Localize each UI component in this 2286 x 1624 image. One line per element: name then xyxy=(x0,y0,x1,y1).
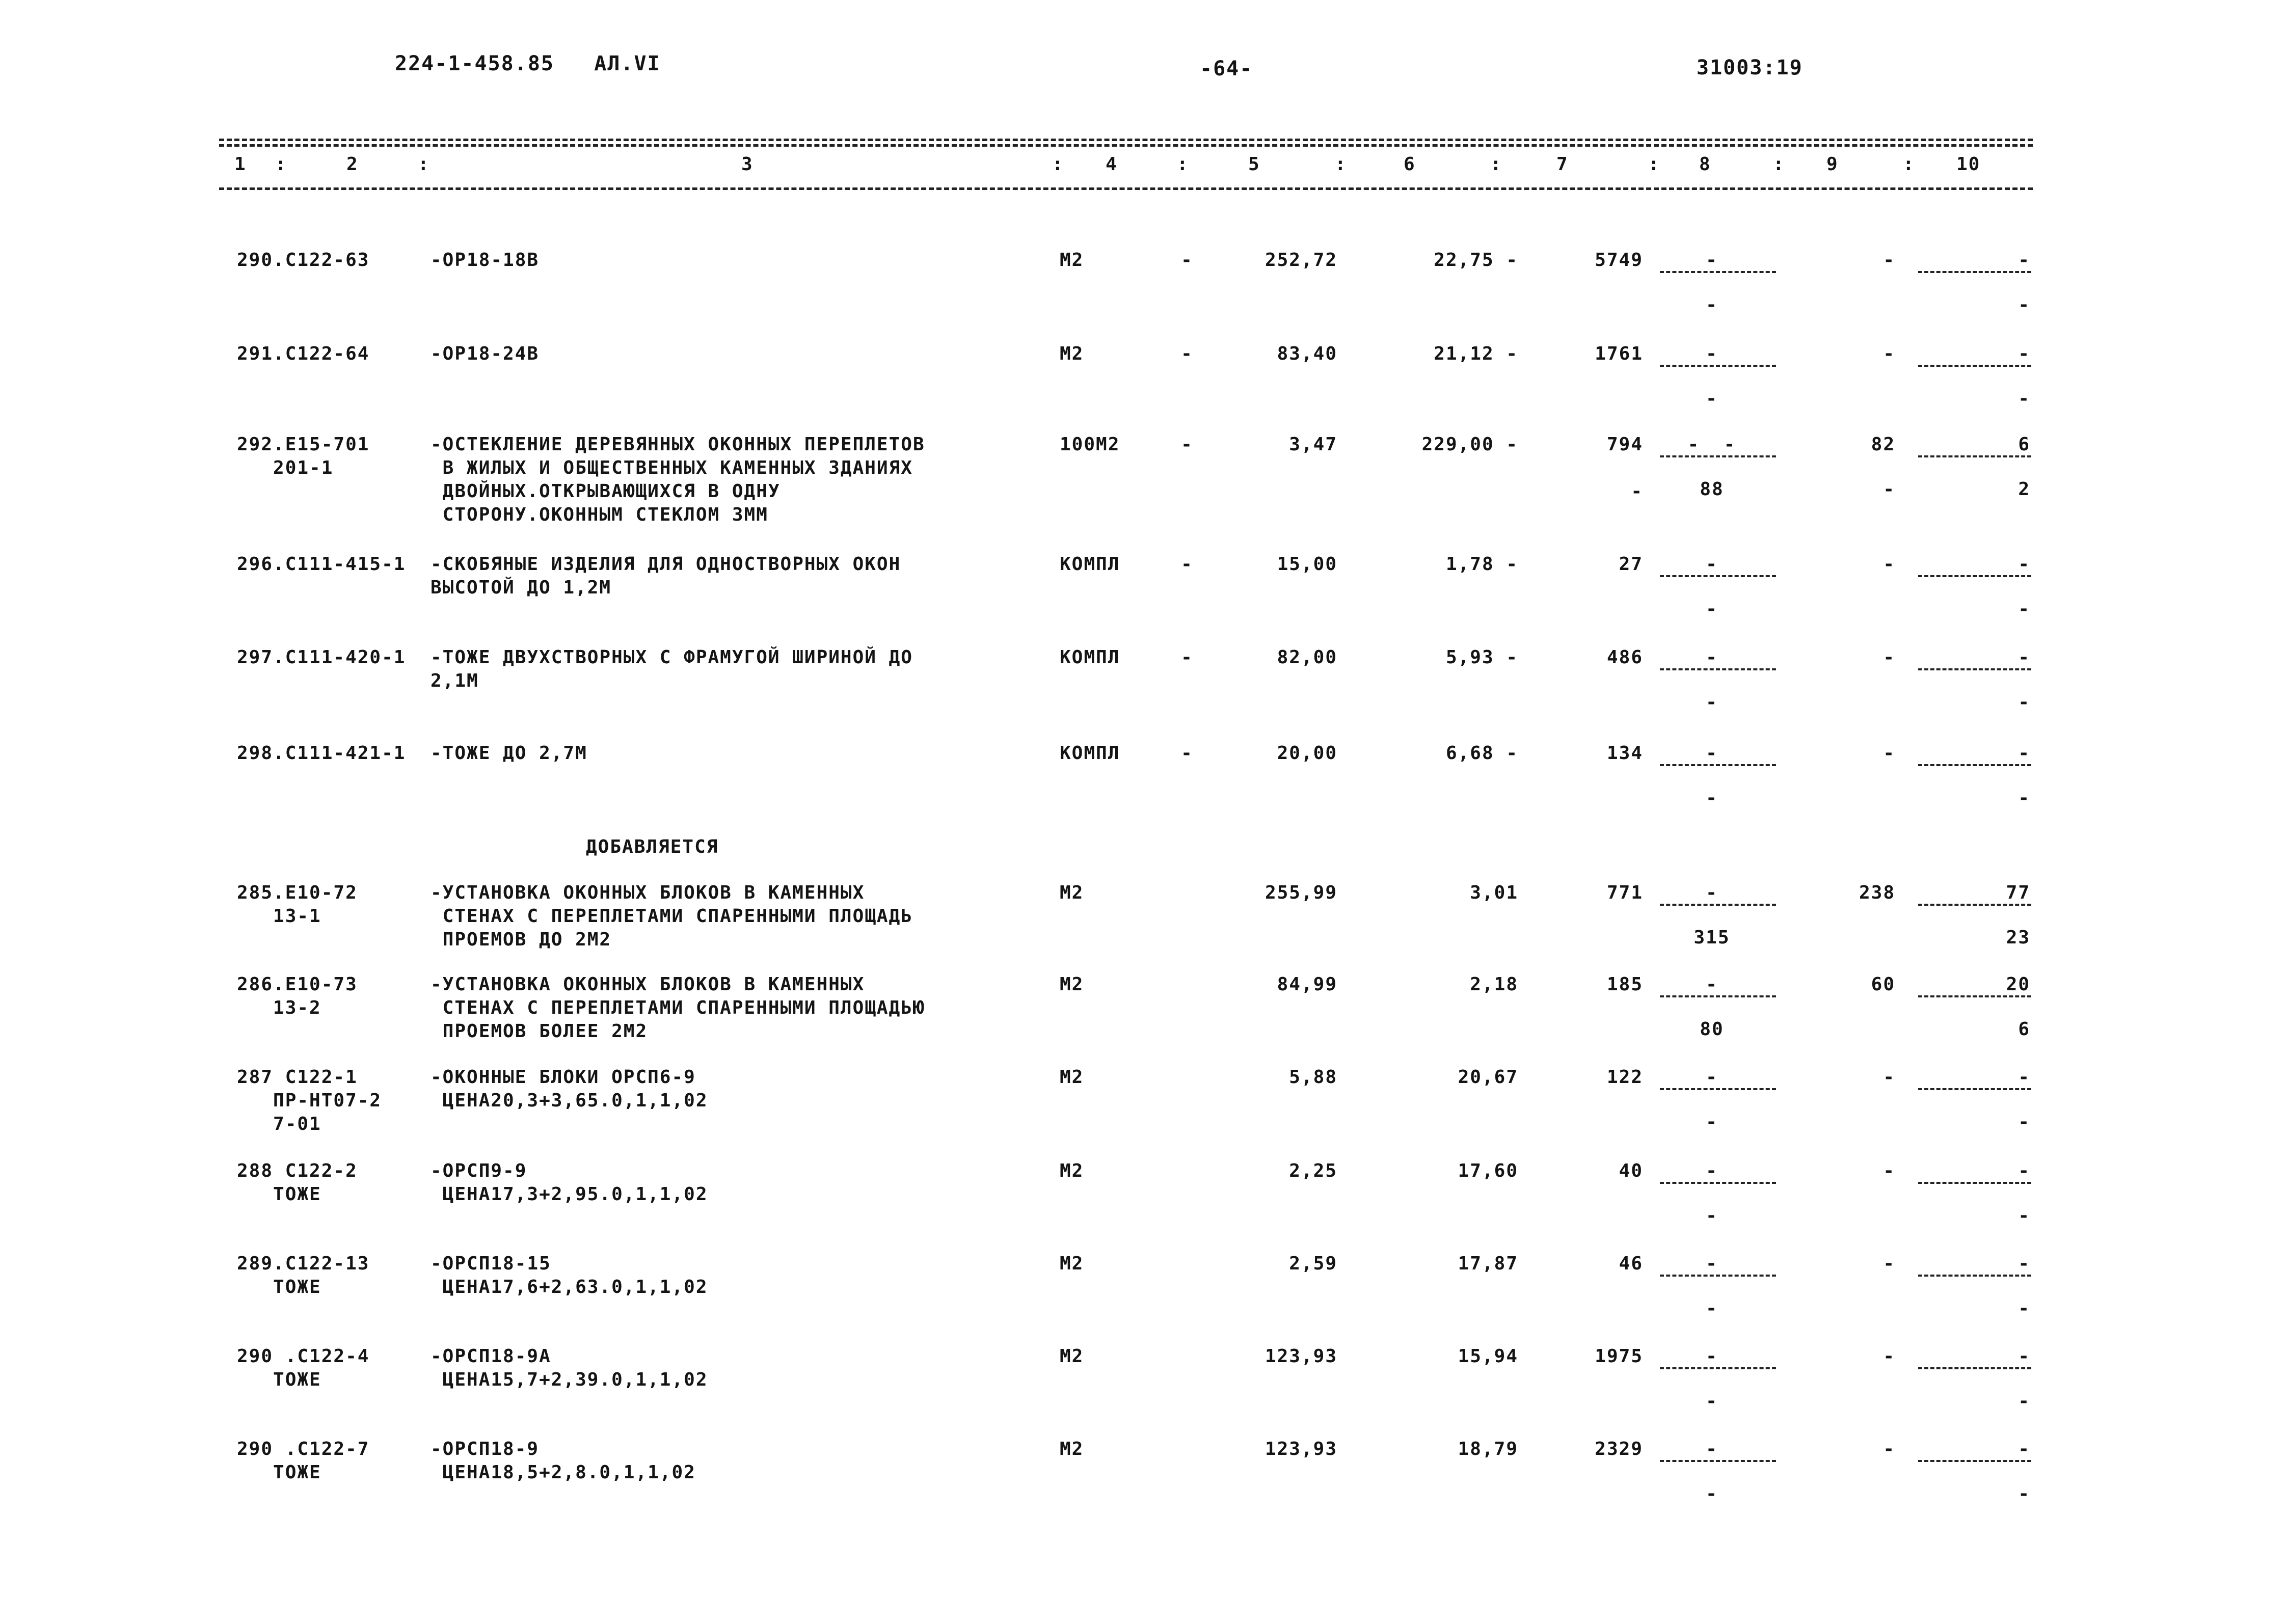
column-10-upper: - xyxy=(2018,1160,2030,1181)
column-10-upper: - xyxy=(2018,343,2030,364)
column-9-upper: - xyxy=(1883,1067,1895,1088)
item-description: ПРОЕМОВ БОЛЕЕ 2М2 xyxy=(431,1021,648,1042)
column-8-upper: - xyxy=(1706,974,1718,995)
column-4-value: - xyxy=(1181,343,1193,364)
item-description: ДВОЙНЫХ.ОТКРЫВАЮЩИХСЯ В ОДНУ xyxy=(431,481,781,502)
section-title: ДОБАВЛЯЕТСЯ xyxy=(586,836,719,857)
quantity: 82,00 xyxy=(1277,647,1337,668)
column-4-value: - xyxy=(1181,434,1193,455)
item-code: 292.Е15-701 xyxy=(237,434,370,455)
quantity: 83,40 xyxy=(1277,343,1337,364)
column-10-upper: 20 xyxy=(2006,974,2030,995)
item-description: В ЖИЛЫХ И ОБЩЕСТВЕННЫХ КАМЕННЫХ ЗДАНИЯХ xyxy=(431,457,913,478)
column-separator: : xyxy=(1903,154,1915,175)
item-description: -ОСТЕКЛЕНИЕ ДЕРЕВЯННЫХ ОКОННЫХ ПЕРЕПЛЕТОВ xyxy=(431,434,925,455)
total-cost: 27 xyxy=(1619,554,1643,575)
item-code: 297.С111-420-1 xyxy=(237,647,406,668)
column-number: 8 xyxy=(1699,154,1711,175)
unit-of-measure: М2 xyxy=(1060,1439,1084,1459)
item-code: 285.Е10-72 xyxy=(237,882,358,903)
column-9-upper: - xyxy=(1883,1439,1895,1459)
total-cost: 134 xyxy=(1606,743,1643,764)
item-code: 287 С122-1 xyxy=(237,1067,358,1088)
column-separator: : xyxy=(1773,154,1785,175)
column-8-upper: - xyxy=(1706,1439,1718,1459)
column-10-lower: - xyxy=(2018,788,2030,808)
column-8-fraction-line xyxy=(1660,271,1776,273)
column-10-lower: - xyxy=(2018,599,2030,619)
column-8-fraction-line xyxy=(1660,455,1776,457)
column-10-fraction-line xyxy=(1918,1460,2031,1462)
column-number: 3 xyxy=(741,154,754,175)
column-separator: : xyxy=(418,154,430,175)
column-10-upper: - xyxy=(2018,1439,2030,1459)
column-number: 10 xyxy=(1956,154,1981,175)
unit-price: 5,93 - xyxy=(1445,647,1518,668)
item-description: -ОР18-24В xyxy=(431,343,540,364)
item-code: 201-1 xyxy=(237,457,334,478)
item-description: СТЕНАХ С ПЕРЕПЛЕТАМИ СПАРЕННЫМИ ПЛОЩАДЬ xyxy=(431,906,913,927)
column-8-upper: - xyxy=(1706,1160,1718,1181)
column-8-lower: - xyxy=(1706,1483,1718,1504)
column-8-upper: - xyxy=(1706,1253,1718,1274)
column-10-lower: - xyxy=(2018,294,2030,315)
column-number: 7 xyxy=(1556,154,1569,175)
unit-price: 17,87 xyxy=(1458,1253,1518,1274)
total-cost: 794 xyxy=(1606,434,1643,455)
column-10-fraction-line xyxy=(1918,995,2031,997)
item-code: 290 .С122-4 xyxy=(237,1346,370,1367)
unit-of-measure: 100М2 xyxy=(1060,434,1120,455)
column-10-upper: 77 xyxy=(2006,882,2030,903)
unit-of-measure: М2 xyxy=(1060,1253,1084,1274)
total-cost: 40 xyxy=(1619,1160,1643,1181)
quantity: 123,93 xyxy=(1265,1346,1337,1367)
column-10-upper: - xyxy=(2018,1346,2030,1367)
column-8-lower: 315 xyxy=(1693,927,1730,948)
column-10-fraction-line xyxy=(1918,575,2031,577)
column-4-value: - xyxy=(1181,647,1193,668)
item-description: -ОРСП9-9 xyxy=(431,1160,527,1181)
document-code: 224-1-458.85 АЛ.VI xyxy=(395,52,661,75)
column-10-fraction-line xyxy=(1918,1275,2031,1277)
total-cost: 771 xyxy=(1606,882,1643,903)
quantity: 3,47 xyxy=(1289,434,1337,455)
column-8-fraction-line xyxy=(1660,764,1776,766)
item-description: ЦЕНА20,3+3,65.0,1,1,02 xyxy=(431,1090,708,1111)
item-code: 13-2 xyxy=(237,997,321,1018)
quantity: 2,59 xyxy=(1289,1253,1337,1274)
unit-price: 18,79 xyxy=(1458,1439,1518,1459)
item-description: -ОРСП18-15 xyxy=(431,1253,551,1274)
column-9-upper: - xyxy=(1883,647,1895,668)
item-description: -ОР18-18В xyxy=(431,250,540,270)
column-10-fraction-line xyxy=(1918,1088,2031,1090)
unit-price: 20,67 xyxy=(1458,1067,1518,1088)
item-code: 286.Е10-73 xyxy=(237,974,358,995)
column-number: 4 xyxy=(1106,154,1118,175)
column-8-fraction-line xyxy=(1660,1182,1776,1184)
unit-of-measure: КОМПЛ xyxy=(1060,647,1120,668)
unit-price: 229,00 - xyxy=(1421,434,1518,455)
column-10-fraction-line xyxy=(1918,365,2031,367)
column-10-fraction-line xyxy=(1918,764,2031,766)
item-code: 288 С122-2 xyxy=(237,1160,358,1181)
total-cost: 1761 xyxy=(1595,343,1643,364)
column-8-lower: - xyxy=(1706,1391,1718,1412)
column-number: 2 xyxy=(346,154,359,175)
unit-of-measure: КОМПЛ xyxy=(1060,554,1120,575)
item-description: ПРОЕМОВ ДО 2М2 xyxy=(431,929,612,950)
quantity: 2,25 xyxy=(1289,1160,1337,1181)
item-code: ТОЖЕ xyxy=(237,1184,321,1205)
item-description: ЦЕНА18,5+2,8.0,1,1,02 xyxy=(431,1462,696,1483)
column-9-upper: - xyxy=(1883,343,1895,364)
page-number: -64- xyxy=(1200,57,1253,80)
column-8-lower: - xyxy=(1706,388,1718,409)
column-10-lower: - xyxy=(2018,1391,2030,1412)
item-code: 296.С111-415-1 xyxy=(237,554,406,575)
item-code: 290 .С122-7 xyxy=(237,1439,370,1459)
unit-price: 22,75 - xyxy=(1434,250,1518,270)
column-8-lower: - xyxy=(1706,1112,1718,1132)
column-10-fraction-line xyxy=(1918,1367,2031,1369)
column-10-upper: - xyxy=(2018,250,2030,270)
total-cost: 1975 xyxy=(1595,1346,1643,1367)
item-description: -УСТАНОВКА ОКОННЫХ БЛОКОВ В КАМЕННЫХ xyxy=(431,974,865,995)
item-description: ЦЕНА17,3+2,95.0,1,1,02 xyxy=(431,1184,708,1205)
column-9-upper: - xyxy=(1883,743,1895,764)
column-10-upper: - xyxy=(2018,743,2030,764)
column-9-upper: - xyxy=(1883,250,1895,270)
item-code: ТОЖЕ xyxy=(237,1369,321,1390)
item-description: -ОКОННЫЕ БЛОКИ ОРСП6-9 xyxy=(431,1067,696,1088)
column-8-upper: - xyxy=(1706,1067,1718,1088)
column-10-lower: - xyxy=(2018,1112,2030,1132)
item-code: 7-01 xyxy=(237,1114,321,1134)
column-8-upper: - xyxy=(1706,554,1718,575)
total-cost: 5749 xyxy=(1595,250,1643,270)
total-cost: 486 xyxy=(1606,647,1643,668)
unit-of-measure: М2 xyxy=(1060,1160,1084,1181)
column-9-upper: - xyxy=(1883,554,1895,575)
column-10-upper: - xyxy=(2018,554,2030,575)
column-10-fraction-line xyxy=(1918,455,2031,457)
column-9-upper: 60 xyxy=(1871,974,1895,995)
column-10-upper: - xyxy=(2018,647,2030,668)
header-top-rule-2 xyxy=(219,144,2033,147)
unit-of-measure: М2 xyxy=(1060,882,1084,903)
column-8-lower: - xyxy=(1706,294,1718,315)
item-description: -ТОЖЕ ДО 2,7М xyxy=(431,743,587,764)
item-description: -ОРСП18-9 xyxy=(431,1439,540,1459)
unit-price: 15,94 xyxy=(1458,1346,1518,1367)
unit-price: 6,68 - xyxy=(1445,743,1518,764)
column-8-lower: - xyxy=(1706,788,1718,808)
item-code: 289.С122-13 xyxy=(237,1253,370,1274)
column-8-lower: 80 xyxy=(1700,1019,1724,1040)
unit-of-measure: М2 xyxy=(1060,250,1084,270)
unit-of-measure: КОМПЛ xyxy=(1060,743,1120,764)
column-8-fraction-line xyxy=(1660,1460,1776,1462)
column-number: 1 xyxy=(234,154,247,175)
column-9-upper: - xyxy=(1883,1253,1895,1274)
column-8-lower: - xyxy=(1706,1205,1718,1226)
column-10-lower: - xyxy=(2018,692,2030,713)
column-4-value: - xyxy=(1181,554,1193,575)
item-description: ЦЕНА17,6+2,63.0,1,1,02 xyxy=(431,1277,708,1297)
column-9-upper: - xyxy=(1883,1160,1895,1181)
quantity: 15,00 xyxy=(1277,554,1337,575)
column-number: 9 xyxy=(1826,154,1839,175)
unit-of-measure: М2 xyxy=(1060,974,1084,995)
column-separator: : xyxy=(275,154,287,175)
column-8-upper: - - xyxy=(1687,434,1736,455)
column-8-upper: - xyxy=(1706,343,1718,364)
unit-of-measure: М2 xyxy=(1060,343,1084,364)
item-description: 2,1М xyxy=(431,670,479,691)
quantity: 84,99 xyxy=(1277,974,1337,995)
item-description: -СКОБЯНЫЕ ИЗДЕЛИЯ ДЛЯ ОДНОСТВОРНЫХ ОКОН xyxy=(431,554,901,575)
column-8-fraction-line xyxy=(1660,1367,1776,1369)
unit-price: 1,78 - xyxy=(1445,554,1518,575)
column-8-upper: - xyxy=(1706,1346,1718,1367)
column-10-lower: - xyxy=(2018,1298,2030,1319)
archive-number: 31003:19 xyxy=(1697,56,1803,79)
column-8-fraction-line xyxy=(1660,668,1776,670)
item-code: 13-1 xyxy=(237,906,321,927)
column-separator: : xyxy=(1052,154,1064,175)
item-code: ТОЖЕ xyxy=(237,1277,321,1297)
column-8-fraction-line xyxy=(1660,365,1776,367)
column-10-fraction-line xyxy=(1918,271,2031,273)
quantity: 123,93 xyxy=(1265,1439,1337,1459)
column-10-lower: - xyxy=(2018,388,2030,409)
column-8-upper: - xyxy=(1706,882,1718,903)
column-9-upper: 238 xyxy=(1859,882,1895,903)
column-4-value: - xyxy=(1181,250,1193,270)
column-10-lower: 23 xyxy=(2006,927,2030,948)
quantity: 255,99 xyxy=(1265,882,1337,903)
column-9-lower: - xyxy=(1883,479,1895,500)
unit-price: 2,18 xyxy=(1470,974,1518,995)
column-9-upper: - xyxy=(1883,1346,1895,1367)
column-10-lower: - xyxy=(2018,1483,2030,1504)
column-separator: : xyxy=(1177,154,1189,175)
column-8-lower: 88 xyxy=(1700,479,1724,500)
column-8-lower: - xyxy=(1706,692,1718,713)
unit-price: 3,01 xyxy=(1470,882,1518,903)
column-8-fraction-line xyxy=(1660,995,1776,997)
quantity: 5,88 xyxy=(1289,1067,1337,1088)
item-description: -ТОЖЕ ДВУХСТВОРНЫХ С ФРАМУГОЙ ШИРИНОЙ ДО xyxy=(431,647,913,668)
quantity: 20,00 xyxy=(1277,743,1337,764)
column-10-fraction-line xyxy=(1918,1182,2031,1184)
column-number: 6 xyxy=(1404,154,1416,175)
total-cost: 46 xyxy=(1619,1253,1643,1274)
column-10-lower: - xyxy=(2018,1205,2030,1226)
column-9-upper: 82 xyxy=(1871,434,1895,455)
column-10-lower: 6 xyxy=(2018,1019,2030,1040)
column-separator: : xyxy=(1490,154,1502,175)
unit-price: 21,12 - xyxy=(1434,343,1518,364)
unit-price: 17,60 xyxy=(1458,1160,1518,1181)
item-description: СТЕНАХ С ПЕРЕПЛЕТАМИ СПАРЕННЫМИ ПЛОЩАДЬЮ xyxy=(431,997,925,1018)
total-cost: 2329 xyxy=(1595,1439,1643,1459)
column-10-upper: 6 xyxy=(2018,434,2030,455)
column-8-upper: - xyxy=(1706,647,1718,668)
column-8-upper: - xyxy=(1706,743,1718,764)
column-8-lower: - xyxy=(1706,1298,1718,1319)
column-4-value: - xyxy=(1181,743,1193,764)
column-separator: : xyxy=(1335,154,1347,175)
column-separator: : xyxy=(1648,154,1660,175)
header-bottom-rule xyxy=(219,187,2033,190)
item-description: -УСТАНОВКА ОКОННЫХ БЛОКОВ В КАМЕННЫХ xyxy=(431,882,865,903)
total-cost: 122 xyxy=(1606,1067,1643,1088)
column-8-fraction-line xyxy=(1660,1088,1776,1090)
column-10-fraction-line xyxy=(1918,904,2031,906)
item-code: ПР-НТ07-2 xyxy=(237,1090,382,1111)
item-code: 290.С122-63 xyxy=(237,250,370,270)
item-code: 291.С122-64 xyxy=(237,343,370,364)
column-8-fraction-line xyxy=(1660,575,1776,577)
column-10-fraction-line xyxy=(1918,668,2031,670)
item-description: СТОРОНУ.ОКОННЫМ СТЕКЛОМ 3ММ xyxy=(431,504,768,525)
header-top-rule xyxy=(219,139,2033,141)
column-8-upper: - xyxy=(1706,250,1718,270)
item-description: ЦЕНА15,7+2,39.0,1,1,02 xyxy=(431,1369,708,1390)
column-10-lower: 2 xyxy=(2018,479,2030,500)
total-cost-lower: - xyxy=(1631,481,1643,502)
column-8-lower: - xyxy=(1706,599,1718,619)
column-8-fraction-line xyxy=(1660,904,1776,906)
total-cost: 185 xyxy=(1606,974,1643,995)
item-description: ВЫСОТОЙ ДО 1,2М xyxy=(431,577,612,598)
column-number: 5 xyxy=(1248,154,1260,175)
unit-of-measure: М2 xyxy=(1060,1346,1084,1367)
column-8-fraction-line xyxy=(1660,1275,1776,1277)
item-code: ТОЖЕ xyxy=(237,1462,321,1483)
unit-of-measure: М2 xyxy=(1060,1067,1084,1088)
column-10-upper: - xyxy=(2018,1067,2030,1088)
item-code: 298.С111-421-1 xyxy=(237,743,406,764)
quantity: 252,72 xyxy=(1265,250,1337,270)
item-description: -ОРСП18-9А xyxy=(431,1346,551,1367)
column-10-upper: - xyxy=(2018,1253,2030,1274)
